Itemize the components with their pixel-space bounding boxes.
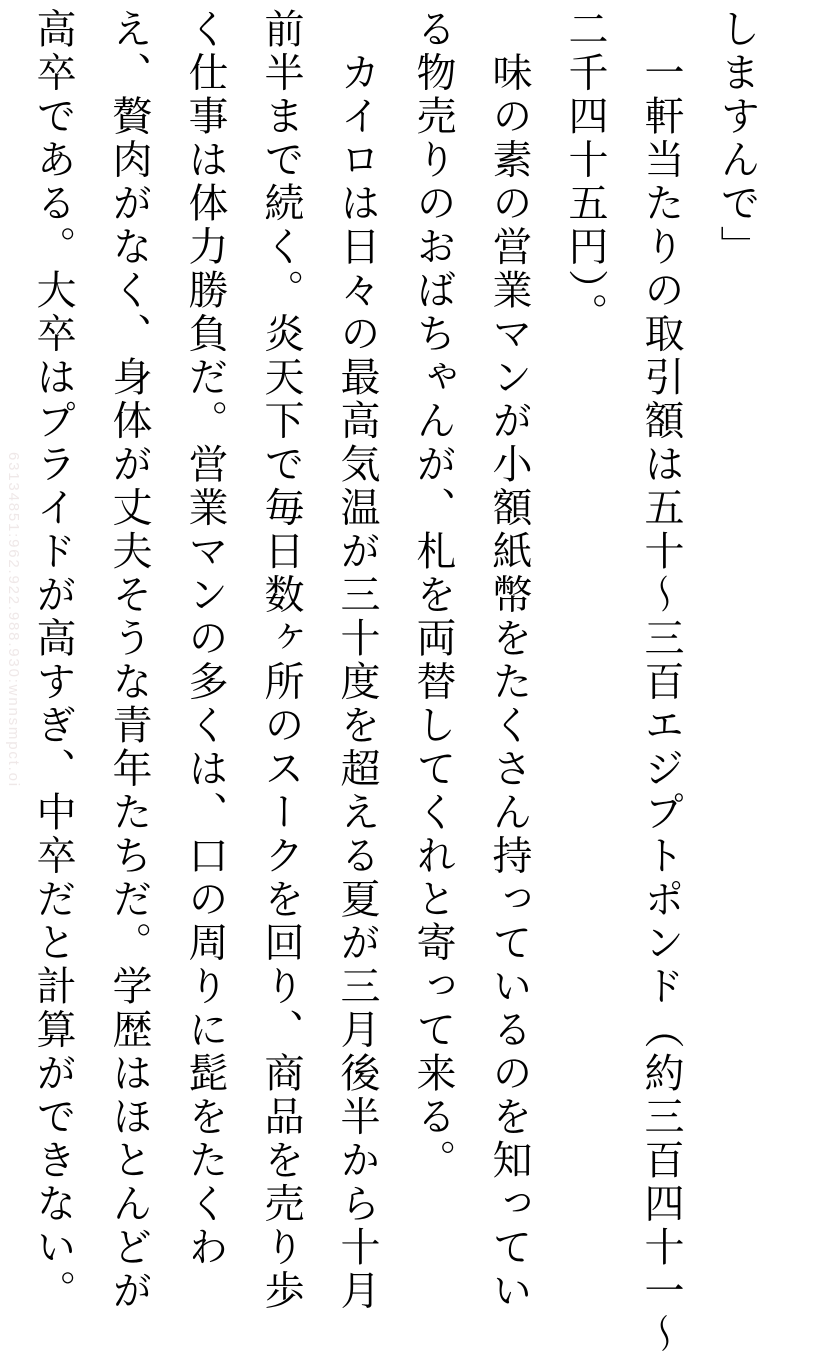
text-column: しますんで」 [715, 8, 760, 269]
text-column: く仕事は体力勝負だ。営業マンの多くは、口の周りに髭をたくわ [183, 8, 228, 1270]
text-column: る物売りのおばちゃんが、札を両替してくれと寄って来る。 [411, 8, 456, 1183]
vertical-text-block [15, 8, 775, 1368]
text-column: 前半まで続く。炎天下で毎日数ヶ所のスークを回り、商品を売り歩 [259, 8, 304, 1313]
text-column: え、贅肉がなく、身体が丈夫そうな青年たちだ。学歴はほとんどが [107, 8, 152, 1313]
text-column: 高卒である。大卒はプライドが高すぎ、中卒だと計算ができない。 [31, 8, 76, 1313]
text-column: 一軒当たりの取引額は五十〜三百エジプトポンド（約三百四十一〜 [639, 8, 684, 1357]
text-column: カイロは日々の最高気温が三十度を超える夏が三月後半から十月 [335, 8, 380, 1313]
text-column: 二千四十五円）。 [563, 8, 608, 336]
drm-watermark-text: 63134851:962.922.988.930:wnnsmpct.oi [5, 452, 22, 788]
text-column: 味の素の営業マンが小額紙幣をたくさん持っているのを知ってい [487, 8, 532, 1313]
